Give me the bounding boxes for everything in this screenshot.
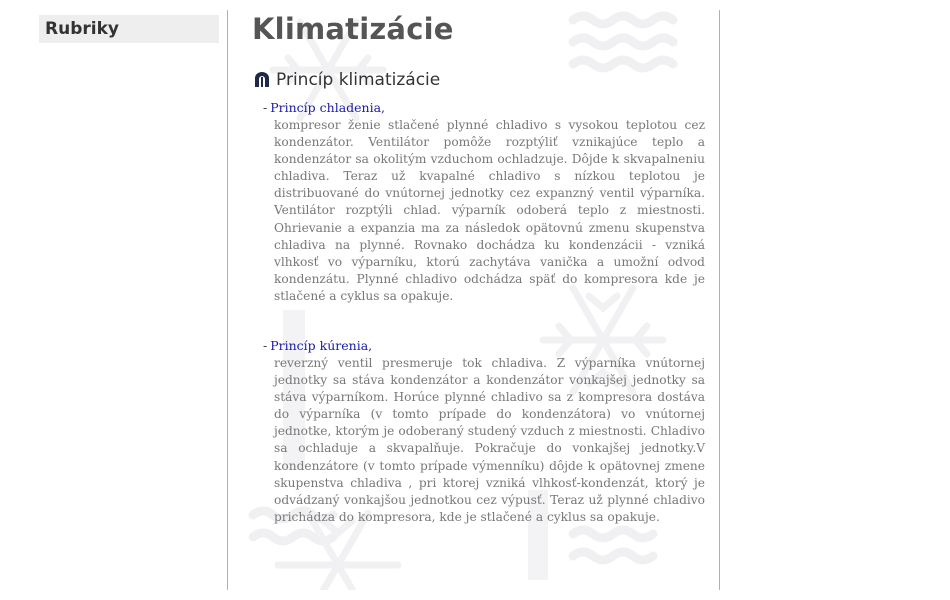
heating-principle-title: - Princíp kúrenia, <box>263 338 373 353</box>
heating-principle-label: Princíp kúrenia <box>270 338 369 353</box>
page-title: Klimatizácie <box>252 12 454 46</box>
section-title: Princíp klimatizácie <box>276 70 441 90</box>
cooling-principle-label: Princíp chladenia <box>270 100 382 115</box>
cooling-principle-text: kompresor ženie stlačené plynné chladivo s vysokou teplotou cez kondenzátor. Ventilátor pomôže rozptýliť vznikajúce teplo a kondenzátor sa okolitým vzduchom ochladzuje. Dôjde k skvapalneniu chladiva. Teraz už kvapalné chladivo s nízkou teplotou je distribuované do vnútornej jednotky cez expanzný ventil výparníka. Ventilátor rozptýli chlad. výparník odoberá teplo z miestnosti. Ohrievanie a expanzia ma za následok opätovnú zmenu skupenstva chladiva na plynné. Rovnako dochádza ku kondenzácii - vzniká vlhkosť vo výparníku, ktorú zachytáva vanička a umožní odvod kondenzátu. Plynné chladivo odchádza späť do kompresora kde je stlačené a cyklus sa opakuje. <box>274 118 705 303</box>
section-heading <box>254 69 440 91</box>
heating-principle-text: reverzný ventil presmeruje tok chladiva. Z výparníka vnútornej jednotky sa stáva kondenzátor a kondenzátor vonkajšej jednotky sa stáva výparníkom. Horúce plynné chladivo sa z kompresora dostáva do výparníka (v tomto prípade do kondenzátora) vo vnútornej jednotke, ktorým je odoberaný studený vzduch z miestnosti. Chladivo sa ochladuje a skvapalňuje. Pokračuje do vonkajšej jednotky.V kondenzátore (v tomto prípade výmenníku) dôjde k opätovnej zmene skupenstva chladiva , pri ktorej vzniká vlhkosť-kondenzát, ktorý je odvádzaný vonkajšou jednotkou cez výpusť. Teraz už plynné chladivo prichádza do kompresora, kde je stlačené a cyklus sa opakuje. <box>274 356 705 524</box>
sidebar-header: Rubriky <box>39 15 219 43</box>
cooling-principle-title: - Princíp chladenia, <box>263 100 386 115</box>
sidebar <box>39 15 219 43</box>
pillar-arch-icon <box>254 72 270 88</box>
main-content <box>227 10 720 590</box>
